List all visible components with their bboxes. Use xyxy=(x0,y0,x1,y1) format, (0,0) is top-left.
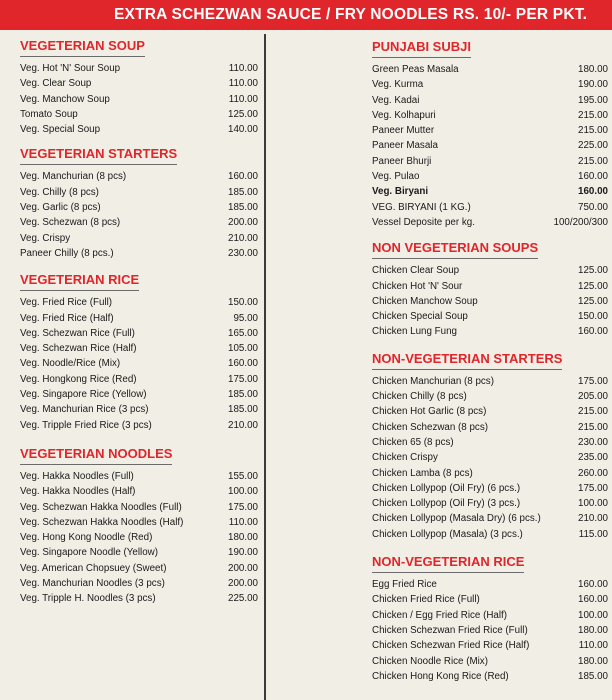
menu-item-name: Veg. Fried Rice (Full) xyxy=(20,297,113,309)
menu-item-price: 185.00 xyxy=(228,404,258,416)
menu-item-price: 100.00 xyxy=(578,498,608,510)
menu-item-name: Chicken Special Soup xyxy=(372,311,468,323)
menu-item xyxy=(20,469,260,484)
menu-item-name: Veg. Kolhapuri xyxy=(372,109,436,121)
menu-section-non-vegeterian-starters xyxy=(372,350,612,542)
menu-item xyxy=(20,576,260,591)
menu-item-list xyxy=(20,469,260,607)
menu-item xyxy=(20,356,260,371)
menu-item-price: 150.00 xyxy=(578,311,608,323)
banner-text: EXTRA SCHEZWAN SAUCE / FRY NOODLES RS. 10/- PER PKT. xyxy=(114,6,588,23)
menu-item-price: 190.00 xyxy=(578,79,608,91)
menu-item-price: 215.00 xyxy=(578,109,608,121)
menu-item-name: Veg. Hakka Noodles (Full) xyxy=(20,470,134,482)
menu-item xyxy=(20,169,260,184)
menu-item xyxy=(20,107,260,122)
menu-item-price: 180.00 xyxy=(228,532,258,544)
menu-item-price: 110.00 xyxy=(578,640,608,652)
menu-item-name: Veg. Crispy xyxy=(20,232,71,244)
menu-item-name: Chicken Schezwan (8 pcs) xyxy=(372,421,488,433)
menu-item xyxy=(372,404,612,419)
menu-item-price: 125.00 xyxy=(578,280,608,292)
menu-item-list xyxy=(20,295,260,433)
menu-item-price: 160.00 xyxy=(578,579,608,591)
right-menu-column xyxy=(372,38,612,684)
menu-item-name: Chicken Noodle Rice (Mix) xyxy=(372,655,488,667)
menu-item xyxy=(372,608,612,623)
menu-item-name: Chicken Lollypop (Masala) (3 pcs.) xyxy=(372,528,523,540)
menu-item-price: 110.00 xyxy=(228,78,258,90)
menu-item xyxy=(372,450,612,465)
menu-section-vegeterian-noodles xyxy=(20,445,260,607)
menu-item-price: 165.00 xyxy=(228,327,258,339)
menu-item-price: 230.00 xyxy=(578,436,608,448)
menu-item-price: 185.00 xyxy=(228,186,258,198)
menu-item xyxy=(372,374,612,389)
menu-item-price: 155.00 xyxy=(228,470,258,482)
menu-item xyxy=(20,246,260,261)
section-heading: VEGETERIAN SOUP xyxy=(20,38,145,57)
menu-item xyxy=(20,185,260,200)
menu-item-name: Veg. Hongkong Rice (Red) xyxy=(20,373,137,385)
menu-item-name: Veg. Schezwan Hakka Noodles (Full) xyxy=(20,501,182,513)
menu-item xyxy=(372,481,612,496)
menu-item-price: 200.00 xyxy=(228,562,258,574)
menu-item-list xyxy=(20,61,260,137)
menu-item xyxy=(372,77,612,92)
menu-item xyxy=(372,279,612,294)
menu-item-name: Veg. Singapore Noodle (Yellow) xyxy=(20,547,158,559)
menu-item-name: Veg. Fried Rice (Half) xyxy=(20,312,114,324)
menu-item-price: 180.00 xyxy=(578,624,608,636)
menu-item xyxy=(20,92,260,107)
menu-item xyxy=(372,62,612,77)
menu-item-price: 215.00 xyxy=(578,155,608,167)
menu-item-price: 175.00 xyxy=(578,375,608,387)
menu-item-name: Chicken Lamba (8 pcs) xyxy=(372,467,473,479)
menu-item-name: Veg. Special Soup xyxy=(20,124,101,136)
menu-item-name: Paneer Mutter xyxy=(372,125,435,137)
menu-item-list xyxy=(20,169,260,261)
menu-item-list xyxy=(372,374,612,542)
menu-item-name: Chicken Manchow Soup xyxy=(372,295,478,307)
menu-item xyxy=(20,402,260,417)
menu-item-price: 235.00 xyxy=(578,452,608,464)
menu-item-price: 95.00 xyxy=(233,312,258,324)
menu-item-name: Veg. Hot 'N' Sour Soup xyxy=(20,63,121,74)
menu-item-price: 105.00 xyxy=(228,343,258,355)
menu-item-price: 210.00 xyxy=(578,513,608,525)
menu-item xyxy=(20,515,260,530)
menu-item xyxy=(20,295,260,310)
section-heading: NON-VEGETERIAN STARTERS xyxy=(372,351,562,370)
menu-item-price: 160.00 xyxy=(228,358,258,370)
menu-item-name: Veg. Biryani xyxy=(372,186,429,198)
menu-item-price: 180.00 xyxy=(578,64,608,75)
menu-item xyxy=(372,123,612,138)
menu-item-price: 215.00 xyxy=(578,125,608,137)
menu-item-price: 185.00 xyxy=(578,670,608,682)
section-heading: NON VEGETERIAN SOUPS xyxy=(372,240,538,259)
menu-item-price: 215.00 xyxy=(578,421,608,433)
menu-item xyxy=(20,500,260,515)
menu-item-price: 175.00 xyxy=(228,373,258,385)
menu-item-name: Chicken Hot 'N' Sour xyxy=(372,280,463,292)
section-heading: VEGETERIAN STARTERS xyxy=(20,146,177,165)
menu-item-name: Chicken Clear Soup xyxy=(372,265,460,277)
menu-item-name: Chicken Lollypop (Masala Dry) (6 pcs.) xyxy=(372,513,541,525)
menu-item-name: Paneer Chilly (8 pcs.) xyxy=(20,247,114,259)
column-divider xyxy=(264,34,266,700)
menu-item-price: 260.00 xyxy=(578,467,608,479)
menu-item-name: Veg. Schezwan Rice (Half) xyxy=(20,343,137,355)
menu-item xyxy=(372,389,612,404)
menu-item-price: 195.00 xyxy=(578,94,608,106)
menu-item-name: Chicken / Egg Fried Rice (Half) xyxy=(372,609,508,621)
menu-item xyxy=(372,420,612,435)
menu-item xyxy=(372,263,612,278)
menu-item-name: Veg. Manchurian (8 pcs) xyxy=(20,171,127,183)
menu-item-name: Veg. Schezwan (8 pcs) xyxy=(20,217,121,229)
menu-item-price: 210.00 xyxy=(228,419,258,431)
menu-item xyxy=(20,61,260,76)
menu-item-price: 200.00 xyxy=(228,217,258,229)
menu-item xyxy=(372,215,612,230)
menu-item-name: Paneer Bhurji xyxy=(372,155,432,167)
menu-item-price: 210.00 xyxy=(228,232,258,244)
menu-item-name: Chicken Lollypop (Oil Fry) (6 pcs.) xyxy=(372,482,521,494)
menu-item-price: 125.00 xyxy=(228,108,258,120)
menu-item-name: Veg. Hakka Noodles (Half) xyxy=(20,486,136,498)
menu-item-name: Veg. Clear Soup xyxy=(20,78,92,90)
menu-item xyxy=(372,654,612,669)
menu-item-price: 215.00 xyxy=(578,406,608,418)
menu-item-price: 110.00 xyxy=(228,516,258,528)
menu-item-price: 160.00 xyxy=(578,186,608,198)
menu-item-name: Chicken 65 (8 pcs) xyxy=(372,436,454,448)
menu-item-price: 110.00 xyxy=(228,93,258,105)
menu-item-price: 150.00 xyxy=(228,297,258,309)
menu-item-name: Veg. Singapore Rice (Yellow) xyxy=(20,389,147,401)
menu-item-name: VEG. BIRYANI (1 KG.) xyxy=(372,201,471,213)
menu-item-price: 110.00 xyxy=(228,63,258,74)
menu-item xyxy=(372,184,612,199)
menu-item-name: Veg. Hong Kong Noodle (Red) xyxy=(20,532,153,544)
menu-item-name: Chicken Fried Rice (Full) xyxy=(372,594,480,606)
section-heading: VEGETERIAN NOODLES xyxy=(20,446,172,465)
menu-item-price: 750.00 xyxy=(578,201,608,213)
menu-item-name: Chicken Hot Garlic (8 pcs) xyxy=(372,406,487,418)
section-heading: NON-VEGETERIAN RICE xyxy=(372,554,524,573)
menu-item-name: Veg. Manchow Soup xyxy=(20,93,110,105)
menu-item-name: Veg. American Chopsuey (Sweet) xyxy=(20,562,167,574)
menu-item-price: 125.00 xyxy=(578,265,608,277)
menu-item-name: Chicken Lung Fung xyxy=(372,326,457,338)
menu-item xyxy=(372,294,612,309)
menu-item xyxy=(20,76,260,91)
menu-item-name: Chicken Lollypop (Oil Fry) (3 pcs.) xyxy=(372,498,521,510)
menu-item-price: 160.00 xyxy=(578,326,608,338)
menu-item xyxy=(20,545,260,560)
menu-section-vegeterian-rice xyxy=(20,271,260,433)
menu-item-name: Veg. Manchurian Rice (3 pcs) xyxy=(20,404,149,416)
menu-item-name: Vessel Deposite per kg. xyxy=(372,216,475,228)
menu-item xyxy=(372,527,612,542)
menu-item-list xyxy=(372,62,612,230)
menu-item-name: Veg. Schezwan Rice (Full) xyxy=(20,327,135,339)
menu-item-name: Veg. Noodle/Rice (Mix) xyxy=(20,358,121,370)
menu-section-punjabi-subji xyxy=(372,38,612,230)
menu-item xyxy=(372,309,612,324)
left-menu-column xyxy=(20,37,260,607)
menu-item-price: 230.00 xyxy=(228,247,258,259)
menu-item-price: 175.00 xyxy=(228,501,258,513)
menu-item-name: Veg. Garlic (8 pcs) xyxy=(20,202,101,214)
menu-item xyxy=(20,311,260,326)
menu-item-price: 160.00 xyxy=(228,171,258,183)
menu-item-name: Chicken Chilly (8 pcs) xyxy=(372,391,467,403)
menu-item xyxy=(20,484,260,499)
menu-item-name: Chicken Manchurian (8 pcs) xyxy=(372,375,494,387)
menu-section-non-vegeterian-rice xyxy=(372,553,612,684)
menu-item-name: Veg. Kurma xyxy=(372,79,424,91)
menu-item-name: Veg. Manchurian Noodles (3 pcs) xyxy=(20,578,165,590)
menu-item-price: 160.00 xyxy=(578,594,608,606)
menu-item-name: Veg. Schezwan Hakka Noodles (Half) xyxy=(20,516,184,528)
section-heading: VEGETERIAN RICE xyxy=(20,272,139,291)
menu-item xyxy=(372,669,612,684)
menu-item xyxy=(372,466,612,481)
menu-item-name: Chicken Schezwan Fried Rice (Half) xyxy=(372,640,530,652)
menu-item-name: Veg. Tripple H. Noodles (3 pcs) xyxy=(20,593,156,605)
menu-item xyxy=(372,93,612,108)
menu-item xyxy=(372,154,612,169)
menu-item-name: Egg Fried Rice xyxy=(372,579,437,591)
menu-item-price: 100.00 xyxy=(578,609,608,621)
menu-item-price: 190.00 xyxy=(228,547,258,559)
menu-item-price: 225.00 xyxy=(578,140,608,152)
top-banner xyxy=(0,0,612,30)
menu-item xyxy=(372,169,612,184)
menu-item xyxy=(20,231,260,246)
menu-section-vegeterian-soup xyxy=(20,37,260,137)
menu-item xyxy=(372,623,612,638)
menu-item-name: Veg. Tripple Fried Rice (3 pcs) xyxy=(20,419,152,431)
menu-item-name: Green Peas Masala xyxy=(372,64,459,75)
menu-item xyxy=(372,435,612,450)
menu-section-vegeterian-starters xyxy=(20,145,260,261)
menu-item-price: 205.00 xyxy=(578,391,608,403)
menu-item-price: 115.00 xyxy=(578,528,608,540)
menu-item xyxy=(20,326,260,341)
menu-item xyxy=(372,592,612,607)
menu-item xyxy=(372,511,612,526)
menu-item-price: 100.00 xyxy=(228,486,258,498)
menu-item xyxy=(372,496,612,511)
menu-item-price: 100/200/300 xyxy=(553,216,608,228)
menu-item-price: 160.00 xyxy=(578,171,608,183)
menu-item xyxy=(372,108,612,123)
menu-item-price: 175.00 xyxy=(578,482,608,494)
menu-item-name: Paneer Masala xyxy=(372,140,438,152)
section-heading: PUNJABI SUBJI xyxy=(372,39,471,58)
menu-section-non-vegeterian-soups xyxy=(372,239,612,339)
menu-item xyxy=(372,138,612,153)
menu-item-name: Chicken Hong Kong Rice (Red) xyxy=(372,670,509,682)
menu-item-price: 200.00 xyxy=(228,578,258,590)
menu-item-price: 185.00 xyxy=(228,202,258,214)
menu-item-name: Veg. Chilly (8 pcs) xyxy=(20,186,99,198)
menu-item-name: Tomato Soup xyxy=(20,108,78,120)
menu-item xyxy=(372,577,612,592)
menu-item xyxy=(372,324,612,339)
menu-item xyxy=(20,215,260,230)
menu-item-price: 140.00 xyxy=(228,124,258,136)
menu-item-price: 225.00 xyxy=(228,593,258,605)
menu-item-name: Chicken Crispy xyxy=(372,452,438,464)
menu-item-name: Veg. Pulao xyxy=(372,171,420,183)
menu-item xyxy=(20,418,260,433)
menu-item xyxy=(20,591,260,606)
menu-item xyxy=(20,561,260,576)
menu-item xyxy=(20,200,260,215)
menu-item-list xyxy=(372,263,612,339)
menu-item-price: 185.00 xyxy=(228,389,258,401)
menu-item xyxy=(20,341,260,356)
menu-item xyxy=(20,530,260,545)
menu-item xyxy=(20,122,260,137)
menu-item xyxy=(372,200,612,215)
menu-item-name: Veg. Kadai xyxy=(372,94,420,106)
menu-item-price: 180.00 xyxy=(578,655,608,667)
menu-item-price: 125.00 xyxy=(578,295,608,307)
menu-item-list xyxy=(372,577,612,684)
menu-item xyxy=(20,372,260,387)
menu-item xyxy=(372,638,612,653)
menu-item xyxy=(20,387,260,402)
menu-item-name: Chicken Schezwan Fried Rice (Full) xyxy=(372,624,528,636)
